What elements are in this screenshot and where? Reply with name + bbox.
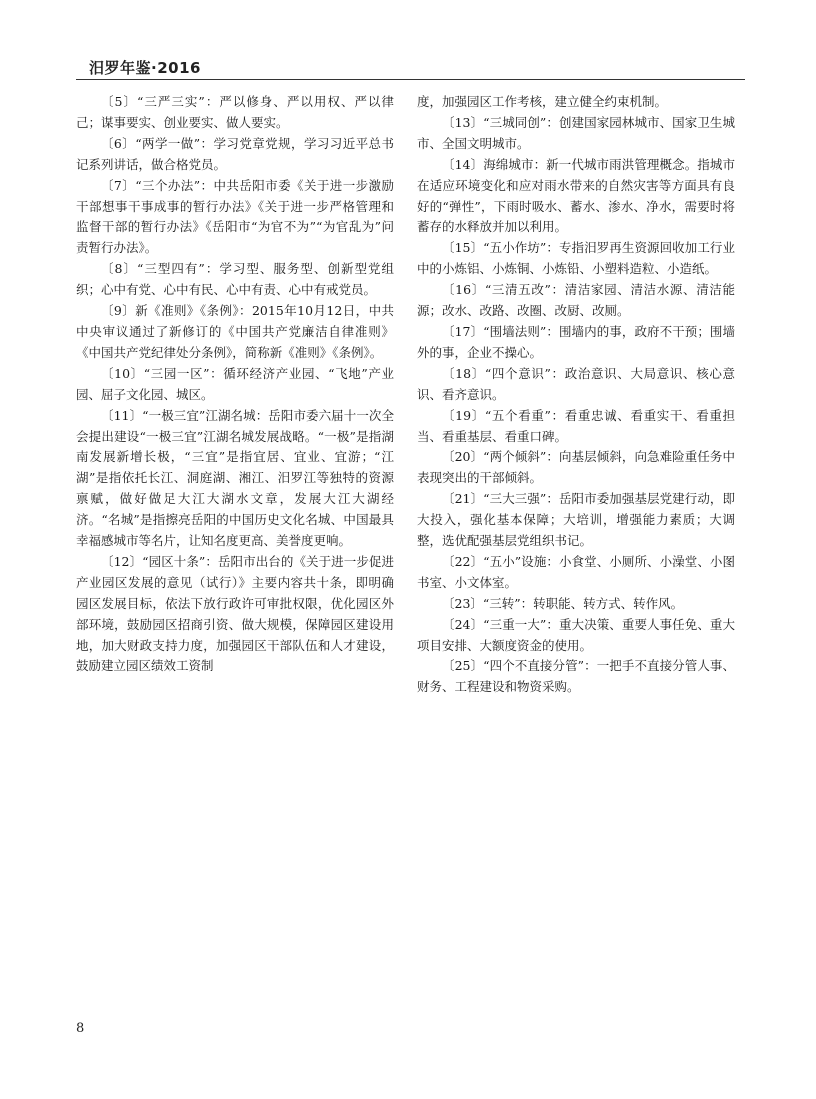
glossary-entry-12: 〔12〕“园区十条”：岳阳市出台的《关于进一步促进产业园区发展的意见（试行）》主要内容共十条，即明确园区发展目标，依法下放行政许可审批权限，优化园区外部环境，鼓励园区招商引资、做大规模，保障园区建设用地，加大财政支持力度，加强园区干部队伍和人才建设，鼓励建立园区绩效工资制: [76, 553, 394, 674]
glossary-entry-19: 〔19〕“五个看重”：看重忠诚、看重实干、看重担当、看重基层、看重口碑。: [417, 407, 735, 444]
right-text-column: [417, 92, 735, 698]
glossary-entry-22: 〔22〕“五小”设施：小食堂、小厕所、小澡堂、小图书室、小文体室。: [417, 553, 735, 590]
glossary-entry-16: 〔16〕“三清五改”：清洁家园、清洁水源、清洁能源；改水、改路、改圈、改厨、改厕。: [417, 282, 735, 319]
glossary-entry-10: 〔10〕“三园一区”：循环经济产业园、“飞地”产业园、屈子文化园、城区。: [76, 365, 394, 402]
glossary-entry-13: 〔13〕“三城同创”：创建国家园林城市、国家卫生城市、全国文明城市。: [417, 114, 735, 151]
glossary-entry-25: 〔25〕“四个不直接分管”：一把手不直接分管人事、财务、工程建设和物资采购。: [417, 658, 735, 695]
glossary-entry-5: 〔5〕“三严三实”：严以修身、严以用权、严以律己；谋事要实、创业要实、做人要实。: [76, 94, 394, 130]
glossary-entry-6: 〔6〕“两学一做”：学习党章党规，学习习近平总书记系列讲话，做合格党员。: [76, 135, 394, 172]
running-header-title: 汨罗年鉴·2016: [89, 59, 201, 77]
glossary-entry-23: 〔23〕“三转”：转职能、转方式、转作风。: [442, 595, 684, 611]
glossary-entry-21: 〔21〕“三大三强”：岳阳市委加强基层党建行动，即大投入，强化基本保障；大培训，增强能力素质；大调整，选优配强基层党组织书记。: [417, 491, 735, 549]
glossary-entry-8: 〔8〕“三型四有”：学习型、服务型、创新型党组织；心中有党、心中有民、心中有责、心中有戒党员。: [76, 261, 394, 298]
glossary-entry-20: 〔20〕“两个倾斜”：向基层倾斜，向急难险重任务中表现突出的干部倾斜。: [417, 449, 735, 486]
glossary-entry-17: 〔17〕“围墙法则”：围墙内的事，政府不干预；围墙外的事，企业不操心。: [417, 323, 735, 360]
glossary-entry-12-continued: 度，加强园区工作考核，建立健全约束机制。: [417, 94, 668, 109]
header-divider: [76, 79, 745, 80]
glossary-entry-11: 〔11〕“一极三宜”江湖名城：岳阳市委六届十一次全会提出建设“一极三宜”江湖名城发展战略。“一极”是指湖南发展新增长极，“三宜”是指宜居、宜业、宜游；“江湖”是指依托长江、洞庭湖、湘江、汨罗江等独特的资源禀赋，做好做足大江大湖水文章，发展大江大湖经济。“名城”是指擦亮岳阳的中国历史文化名城、中国最具幸福感城市等名片，让知名度更高、美誉度更响。: [76, 407, 394, 549]
glossary-entry-7: 〔7〕“三个办法”：中共岳阳市委《关于进一步激励干部想事干事成事的暂行办法》《关于进一步严格管理和监督干部的暂行办法》《岳阳市“为官不为”“为官乱为”问责暂行办法》。: [76, 177, 394, 256]
glossary-entry-24: 〔24〕“三重一大”：重大决策、重要人事任免、重大项目安排、大额度资金的使用。: [417, 616, 735, 653]
page-number: 8: [76, 1021, 85, 1036]
glossary-entry-18: 〔18〕“四个意识”：政治意识、大局意识、核心意识、看齐意识。: [417, 365, 735, 402]
glossary-entry-9: 〔9〕新《准则》《条例》：2015年10月12日，中共中央审议通过了新修订的《中国共产党廉洁自律准则》《中国共产党纪律处分条例》，简称新《准则》《条例》。: [76, 303, 394, 360]
glossary-entry-15: 〔15〕“五小作坊”：专指汨罗再生资源回收加工行业中的小炼铝、小炼铜、小炼铅、小塑料造粒、小造纸。: [417, 240, 735, 277]
glossary-entry-14: 〔14〕海绵城市：新一代城市雨洪管理概念。指城市在适应环境变化和应对雨水带来的自然灾害等方面具有良好的“弹性”，下雨时吸水、蓄水、渗水、净水，需要时将蓄存的水释放并加以利用。: [417, 156, 735, 235]
left-text-column: [76, 92, 394, 677]
